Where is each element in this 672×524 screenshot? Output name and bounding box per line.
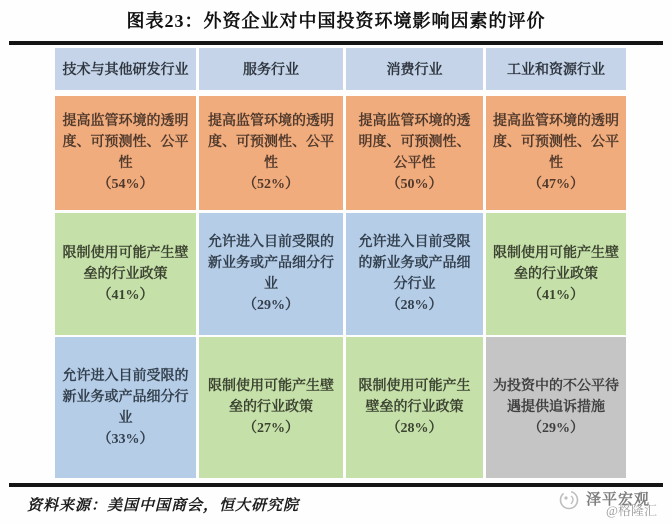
page-title: 图表23：外资企业对中国投资环境影响因素的评价: [126, 11, 546, 31]
factor-cell: [55, 213, 196, 335]
table-row: [55, 96, 628, 210]
cell-label: 提高监管环境的透明度、可预测性、公平性: [358, 114, 471, 171]
header-row: [55, 48, 628, 90]
factor-cell: [486, 337, 626, 478]
header-cell-industrial: 工业和资源行业: [486, 48, 626, 90]
factor-cell: [199, 337, 343, 478]
cell-value: （41%）: [528, 287, 584, 303]
factor-cell: [199, 96, 343, 210]
cell-value: （28%）: [386, 421, 443, 436]
cell-label: 提高监管环境的透明度、可预测性、公平性: [208, 114, 334, 171]
cell-value: （52%）: [243, 177, 299, 192]
cell-label: 提高监管环境的透明度、可预测性、公平性: [493, 114, 619, 171]
brand-logo-icon: [558, 489, 580, 516]
header-cell-consumer: 消费行业: [346, 48, 483, 90]
factor-cell: [199, 213, 343, 335]
factor-cell: [346, 337, 483, 478]
watermark: [558, 487, 670, 521]
header-cell-services: 服务行业: [199, 48, 343, 90]
cell-label: 允许进入目前受限的新业务或产品细分行业: [62, 368, 189, 426]
header-cell-tech: 技术与其他研发行业: [55, 48, 196, 90]
cell-value: （29%）: [243, 298, 299, 313]
factor-cell: [346, 96, 483, 210]
cell-value: （50%）: [386, 177, 443, 192]
top-rule: [9, 41, 663, 45]
table-row: [55, 337, 628, 478]
cell-value: （27%）: [243, 421, 299, 436]
cell-label: 限制使用可能产生壁垒的行业政策: [358, 379, 471, 415]
cell-value: （29%）: [528, 421, 584, 436]
cell-value: （54%）: [97, 177, 154, 192]
watermark-brand: 泽平宏观: [586, 492, 651, 508]
cell-label: 限制使用可能产生壁垒的行业政策: [493, 245, 619, 282]
cell-label: 限制使用可能产生壁垒的行业政策: [208, 379, 334, 415]
source-note: 资料来源：美国中国商会，恒大研究院: [27, 498, 300, 514]
cell-value: （47%）: [528, 177, 584, 192]
factor-cell: [486, 96, 626, 210]
cell-value: （33%）: [97, 431, 154, 447]
cell-value: （41%）: [97, 287, 154, 303]
cell-label: 限制使用可能产生壁垒的行业政策: [62, 245, 189, 282]
factor-cell: [55, 337, 196, 478]
factor-cell: [55, 96, 196, 210]
factor-cell: [346, 213, 483, 335]
industry-factor-table: [55, 48, 628, 478]
table-row: [55, 213, 628, 335]
factor-cell: [486, 213, 626, 335]
cell-label: 允许进入目前受限的新业务或产品细分行业: [358, 235, 471, 292]
cell-label: 允许进入目前受限的新业务或产品细分行业: [208, 235, 334, 292]
cell-value: （28%）: [386, 298, 443, 313]
cell-label: 提高监管环境的透明度、可预测性、公平性: [62, 114, 189, 171]
cell-label: 为投资中的不公平待遇提供追诉措施: [493, 379, 619, 415]
watermark-handle: @格隆汇: [606, 503, 657, 518]
